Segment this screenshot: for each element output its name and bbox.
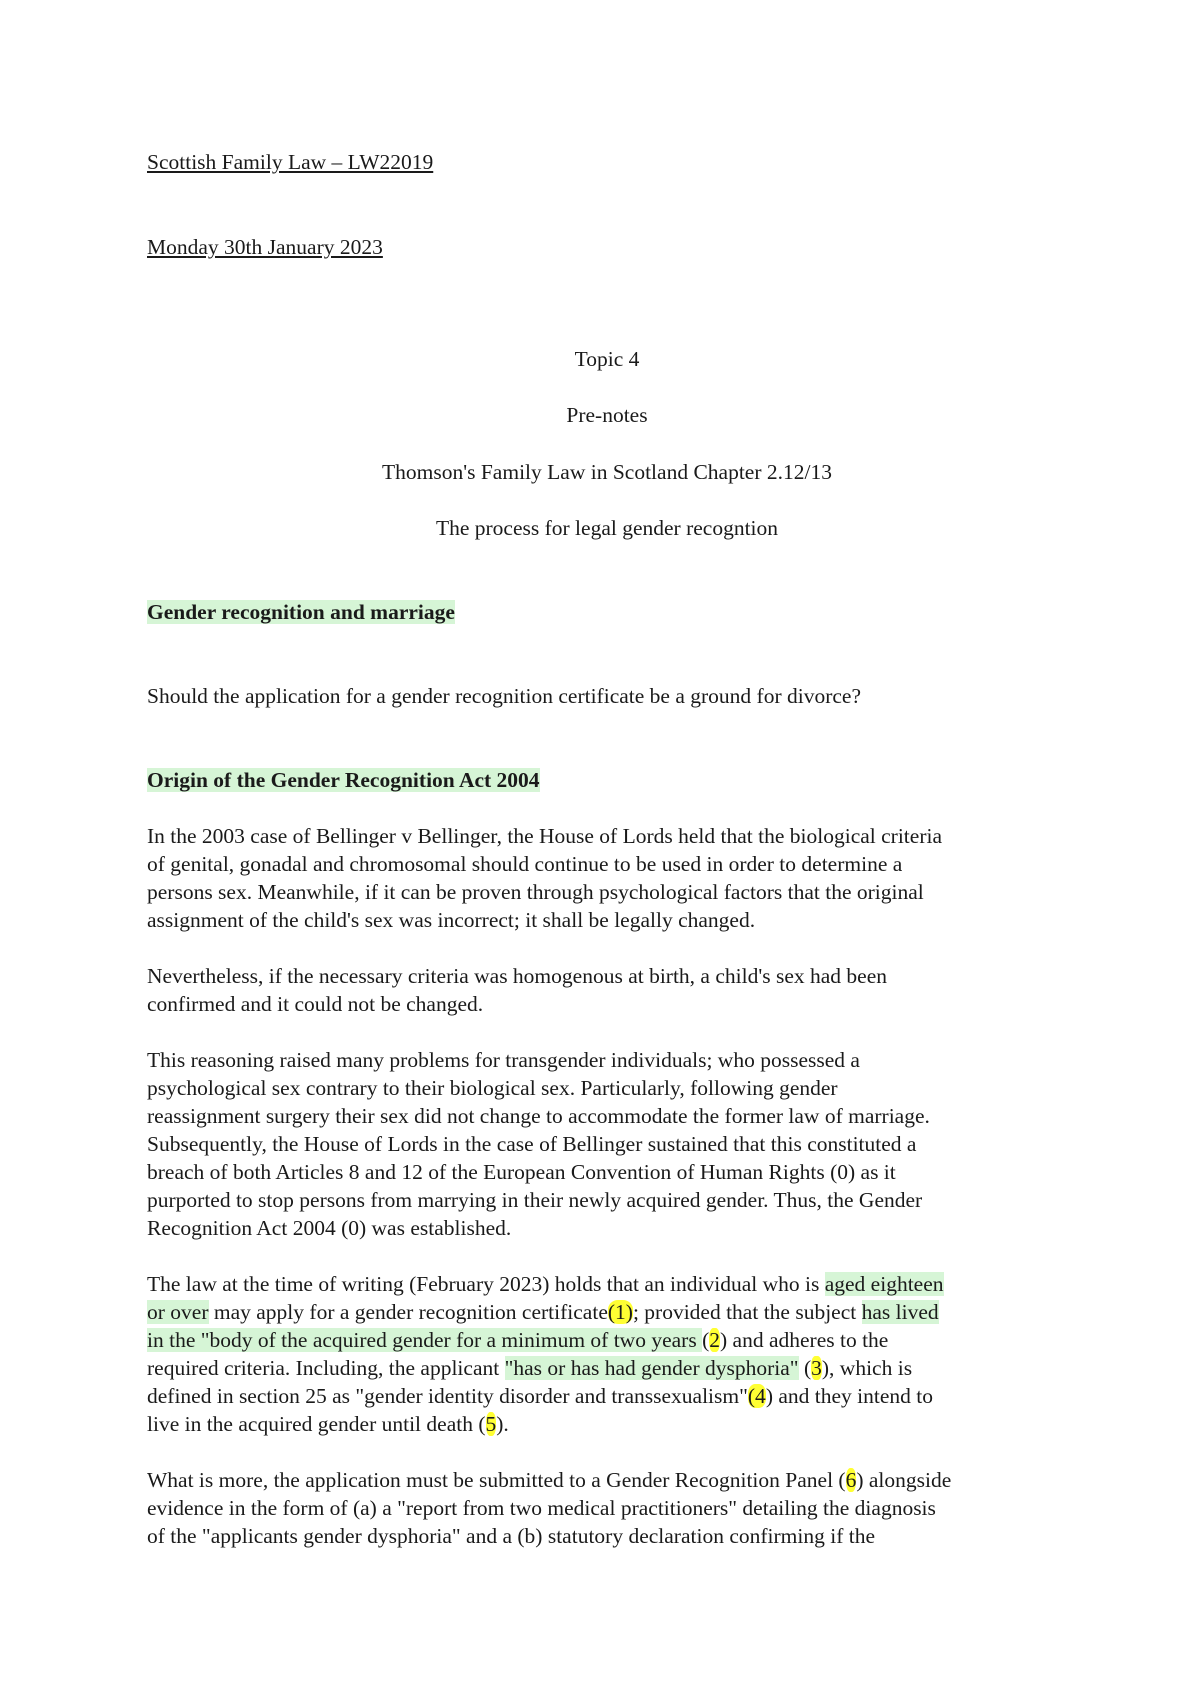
heading-text: Gender recognition and marriage xyxy=(147,600,455,624)
topic-label: Topic 4 xyxy=(574,347,640,371)
text-line xyxy=(147,1410,944,1438)
highlight-two-years: in the "body of the acquired gender for a minimum of two years xyxy=(147,1328,703,1352)
highlight-age-cont: or over xyxy=(147,1300,209,1324)
text-run: ( xyxy=(798,1356,812,1380)
text-run: ; provided that the subject xyxy=(632,1300,862,1324)
text-line: purported to stop persons from marrying in their newly acquired gender. Thus, the Gender xyxy=(147,1188,923,1212)
highlight-dysphoria: "has or has had gender dysphoria" xyxy=(504,1356,799,1380)
paragraph-bellinger xyxy=(147,822,942,934)
highlight-age: aged eighteen xyxy=(824,1272,944,1296)
text-run: required criteria. Including, the applicant xyxy=(147,1356,505,1380)
reading-reference: Thomson's Family Law in Scotland Chapter 2.12/13 xyxy=(382,460,832,484)
paragraph-reasoning xyxy=(147,1046,930,1242)
text-line xyxy=(147,1354,944,1382)
text-run: live in the acquired gender until death ( xyxy=(147,1412,486,1436)
text-line: evidence in the form of (a) a "report from two medical practitioners" detailing the diagnosis xyxy=(147,1496,936,1520)
text-line xyxy=(147,1466,951,1494)
text-line xyxy=(147,1382,944,1410)
text-run: The law at the time of writing (February 2023) holds that an individual who is xyxy=(147,1272,825,1296)
text-run: ), which is xyxy=(821,1356,913,1380)
text-line: persons sex. Meanwhile, if it can be proven through psychological factors that the original xyxy=(147,880,924,904)
text-run: defined in section 25 as "gender identity disorder and transsexualism" xyxy=(147,1384,748,1408)
paragraph-nevertheless xyxy=(147,962,887,1018)
text-run: ) and they intend to xyxy=(765,1384,933,1408)
footnote-marker-2: 2 xyxy=(709,1328,720,1352)
text-line: Recognition Act 2004 (0) was established. xyxy=(147,1216,512,1240)
text-run: ). xyxy=(496,1412,509,1436)
text-line: reassignment surgery their sex did not change to accommodate the former law of marriage. xyxy=(147,1104,930,1128)
text-line: psychological sex contrary to their biological sex. Particularly, following gender xyxy=(147,1076,838,1100)
text-line: Subsequently, the House of Lords in the case of Bellinger sustained that this constituted a xyxy=(147,1132,917,1156)
process-subtitle: The process for legal gender recogntion xyxy=(435,516,779,540)
text-run: ( xyxy=(702,1328,710,1352)
text-line: Nevertheless, if the necessary criteria was homogenous at birth, a child's sex had been xyxy=(147,964,887,988)
section-heading-origin xyxy=(147,766,540,794)
course-title: Scottish Family Law – LW22019 xyxy=(147,150,434,174)
text-line: In the 2003 case of Bellinger v Bellinger, the House of Lords held that the biological criteria xyxy=(147,824,942,848)
text-run: may apply for a gender recognition certificate xyxy=(208,1300,608,1324)
footnote-marker-3: 3 xyxy=(811,1356,822,1380)
footnote-marker-1: (1) xyxy=(607,1300,633,1324)
text-line: assignment of the child's sex was incorrect; it shall be legally changed. xyxy=(147,908,756,932)
text-line: breach of both Articles 8 and 12 of the European Convention of Human Rights (0) as it xyxy=(147,1160,896,1184)
section-heading-gender-recognition xyxy=(147,598,455,626)
text-line xyxy=(147,1270,944,1298)
footnote-marker-5: 5 xyxy=(485,1412,497,1436)
paragraph-current-law xyxy=(147,1270,944,1438)
text-line xyxy=(147,1326,944,1354)
text-line xyxy=(147,1298,944,1326)
text-line: This reasoning raised many problems for transgender individuals; who possessed a xyxy=(147,1048,860,1072)
prenotes-label: Pre-notes xyxy=(566,403,648,427)
paragraph-panel xyxy=(147,1466,951,1550)
lecture-date: Monday 30th January 2023 xyxy=(147,235,383,259)
heading-text: Origin of the Gender Recognition Act 2004 xyxy=(147,768,540,792)
highlight-lived: has lived xyxy=(861,1300,939,1324)
text-line: of the "applicants gender dysphoria" and a (b) statutory declaration confirming if the xyxy=(147,1524,876,1548)
text-run: ) and adheres to the xyxy=(720,1328,889,1352)
text-line: of genital, gonadal and chromosomal should continue to be used in order to determine a xyxy=(147,852,903,876)
text-run: What is more, the application must be submitted to a Gender Recognition Panel ( xyxy=(147,1468,846,1492)
divorce-question: Should the application for a gender recognition certificate be a ground for divorce? xyxy=(147,684,861,708)
text-run: ) alongside xyxy=(856,1468,952,1492)
footnote-marker-6: 6 xyxy=(845,1468,857,1492)
text-line: confirmed and it could not be changed. xyxy=(147,992,484,1016)
footnote-marker-4: (4 xyxy=(747,1384,766,1408)
